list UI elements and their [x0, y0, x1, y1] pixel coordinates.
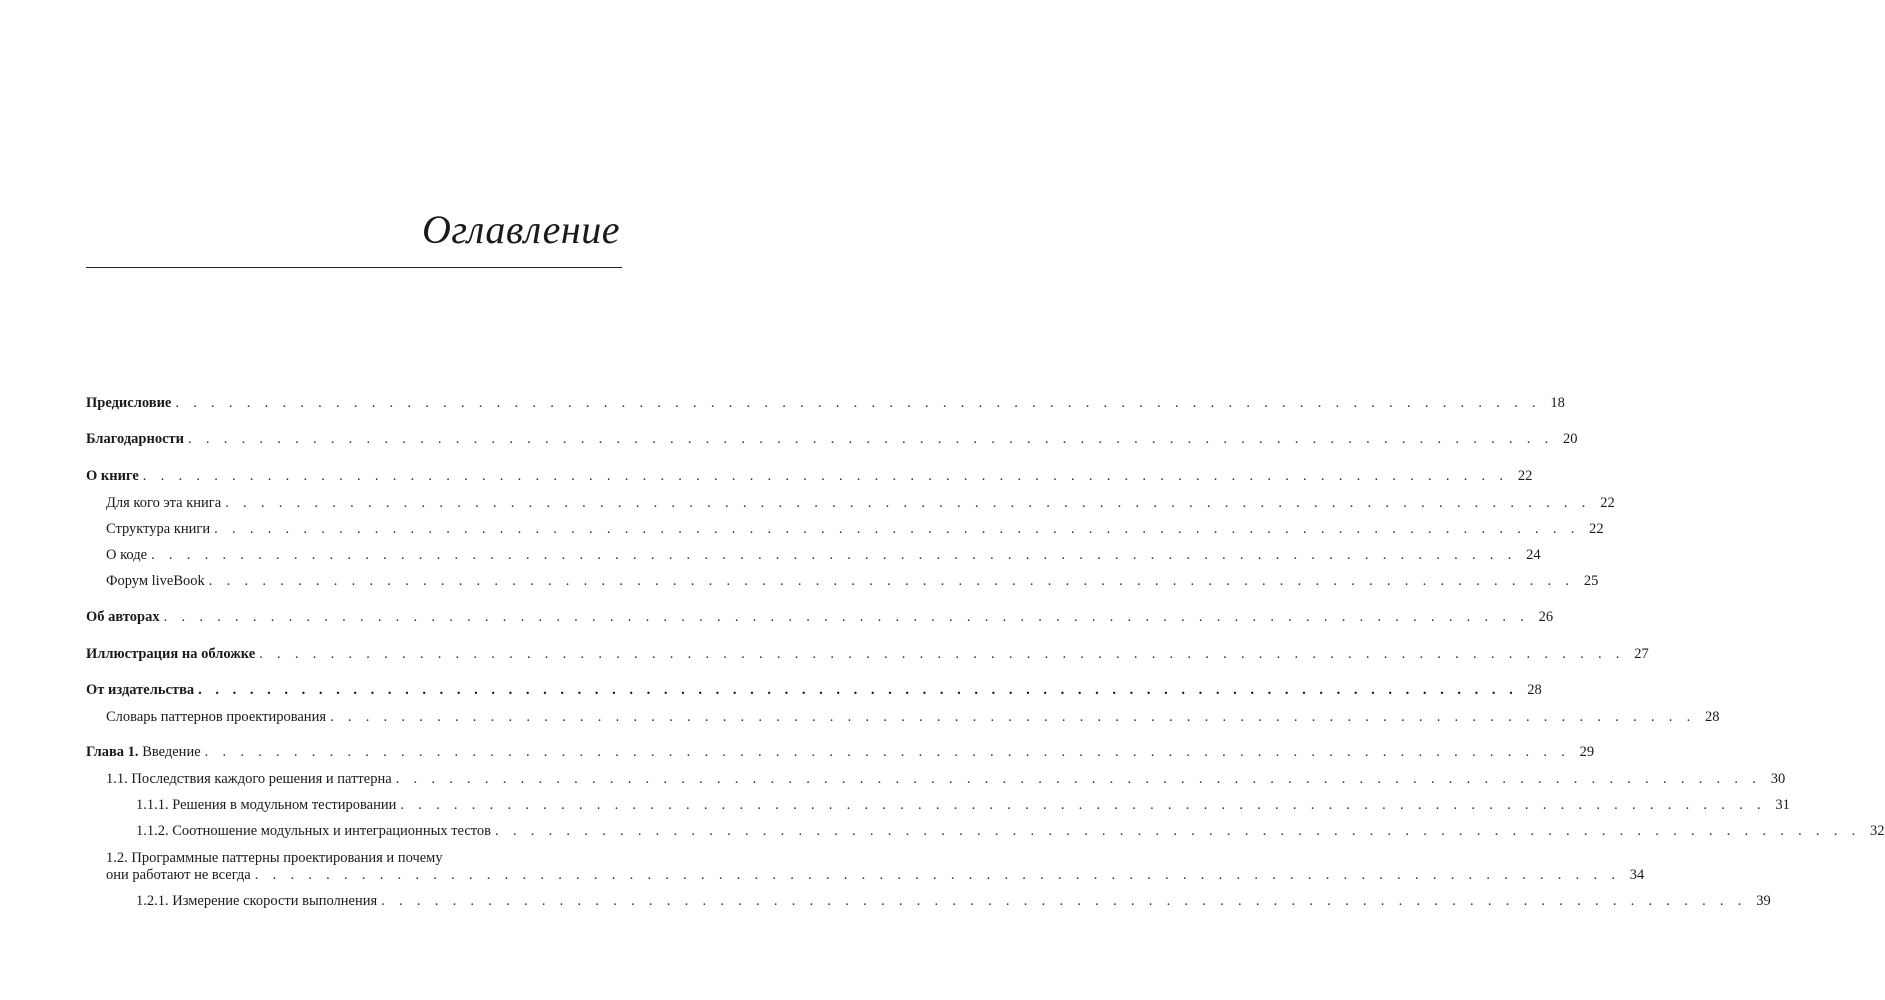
toc-entry-page: 27 [1634, 646, 1649, 662]
toc-entry[interactable] [86, 892, 1771, 910]
toc-entry-page: 18 [1550, 395, 1565, 411]
toc-entry-page: 25 [1583, 573, 1599, 589]
toc-leader: . . . . . . . . . . . . . . . . . . . . . . . . . . . . . . . . . . . . . . . . . . . . . . . . . . . . . . . . . . . . . . . . . . . . . . . . . . . . . [204, 744, 1571, 760]
chapter-title: Введение [138, 744, 201, 760]
toc-entry-chapter[interactable] [86, 743, 1595, 761]
toc-leader: . . . . . . . . . . . . . . . . . . . . . . . . . . . . . . . . . . . . . . . . . . . . . . . . . . . . . . . . . . . . . . . . . . . . . . . . . . . . . [225, 495, 1591, 511]
title-divider [86, 267, 622, 268]
toc-entry-page: 31 [1775, 797, 1790, 813]
toc-leader: . . . . . . . . . . . . . . . . . . . . . . . . . . . . . . . . . . . . . . . . . . . . . . . . . . . . . . . . . . . . . . . . . . . . . . . . . . . . . [198, 682, 1518, 698]
toc-entry-page: 20 [1563, 431, 1578, 447]
toc-entry[interactable] [86, 494, 1615, 512]
toc-entry-label-line1[interactable]: 1.2. Программные паттерны проектирования и почему [106, 850, 443, 866]
page-title: Оглавление [421, 207, 620, 252]
toc-entry-page: 22 [1600, 495, 1615, 511]
toc-entry-page: 39 [1756, 893, 1771, 909]
toc-entry-label: они работают не всегда [106, 867, 251, 883]
toc-entry-label: О книге [86, 468, 139, 484]
toc-leader: . . . . . . . . . . . . . . . . . . . . . . . . . . . . . . . . . . . . . . . . . . . . . . . . . . . . . . . . . . . . . . . . . . . . . . . . . . . . . [208, 573, 1575, 589]
toc-entry-label: Форум liveBook [106, 573, 205, 589]
toc-leader: . . . . . . . . . . . . . . . . . . . . . . . . . . . . . . . . . . . . . . . . . . . . . . . . . . . . . . . . . . . . . . . . . . . . . . . . . . . . . [151, 547, 1517, 563]
toc-entry[interactable] [86, 645, 1649, 663]
toc-entry-page: 34 [1629, 867, 1645, 883]
toc-entry[interactable] [86, 546, 1541, 564]
toc-entry[interactable] [86, 708, 1720, 726]
toc-leader: . . . . . . . . . . . . . . . . . . . . . . . . . . . . . . . . . . . . . . . . . . . . . . . . . . . . . . . . . . . . . . . . . . . . . . . . . . . . . [400, 797, 1766, 813]
toc-leader: . . . . . . . . . . . . . . . . . . . . . . . . . . . . . . . . . . . . . . . . . . . . . . . . . . . . . . . . . . . . . . . . . . . . . . . . . . . . . [495, 823, 1861, 839]
chapter-number: Глава 1. [86, 744, 139, 760]
toc-leader: . . . . . . . . . . . . . . . . . . . . . . . . . . . . . . . . . . . . . . . . . . . . . . . . . . . . . . . . . . . . . . . . . . . . . . . . . . . . . [330, 709, 1696, 725]
toc-entry-label: 1.2.1. Измерение скорости выполнения [136, 893, 378, 909]
toc-entry-page: 29 [1579, 744, 1595, 760]
toc-entry-label: 1.1. Последствия каждого решения и паттерна [106, 771, 392, 787]
toc-entry-label: Предисловие [86, 395, 172, 411]
toc-entry-label: 1.1.1. Решения в модульном тестировании [136, 797, 397, 813]
toc-entry-label: Для кого эта книга [106, 495, 222, 511]
toc-entry-label [86, 743, 201, 761]
toc-entry[interactable] [86, 608, 1554, 626]
toc-entry-page: 24 [1526, 547, 1541, 563]
toc-entry[interactable] [86, 572, 1599, 590]
toc-leader: . . . . . . . . . . . . . . . . . . . . . . . . . . . . . . . . . . . . . . . . . . . . . . . . . . . . . . . . . . . . . . . . . . . . . . . . . . . . . [175, 395, 1541, 411]
toc-entry-label: Иллюстрация на обложке [86, 646, 256, 662]
toc-entry-label: Структура книги [106, 521, 211, 537]
toc-entry-label: Словарь паттернов проектирования [106, 709, 326, 725]
toc-leader: . . . . . . . . . . . . . . . . . . . . . . . . . . . . . . . . . . . . . . . . . . . . . . . . . . . . . . . . . . . . . . . . . . . . . . . . . . . . . [188, 431, 1554, 447]
toc-leader: . . . . . . . . . . . . . . . . . . . . . . . . . . . . . . . . . . . . . . . . . . . . . . . . . . . . . . . . . . . . . . . . . . . . . . . . . . . . . [381, 893, 1747, 909]
toc-entry-page: 28 [1527, 682, 1542, 698]
toc-entry-page: 22 [1589, 521, 1604, 537]
toc-entry[interactable] [86, 681, 1542, 699]
toc-entry-label: 1.1.2. Соотношение модульных и интеграционных тестов [136, 823, 492, 839]
toc-entry-label: Благодарности [86, 431, 185, 447]
toc-entry-page: 26 [1538, 609, 1554, 625]
toc-entry-label: О коде [106, 547, 148, 563]
toc-entry-page: 22 [1517, 468, 1533, 484]
toc-entry-page: 28 [1705, 709, 1720, 725]
toc-entry[interactable] [86, 430, 1578, 448]
toc-entry[interactable] [86, 866, 1645, 884]
toc-leader: . . . . . . . . . . . . . . . . . . . . . . . . . . . . . . . . . . . . . . . . . . . . . . . . . . . . . . . . . . . . . . . . . . . . . . . . . . . . . [395, 771, 1762, 787]
toc-entry[interactable] [86, 822, 1885, 840]
toc-leader: . . . . . . . . . . . . . . . . . . . . . . . . . . . . . . . . . . . . . . . . . . . . . . . . . . . . . . . . . . . . . . . . . . . . . . . . . . . . . [142, 468, 1509, 484]
toc-entry[interactable] [86, 770, 1786, 788]
toc-entry-label: От издательства [86, 682, 195, 698]
toc-entry[interactable] [86, 394, 1565, 412]
toc-entry[interactable] [86, 796, 1790, 814]
toc-leader: . . . . . . . . . . . . . . . . . . . . . . . . . . . . . . . . . . . . . . . . . . . . . . . . . . . . . . . . . . . . . . . . . . . . . . . . . . . . . [163, 609, 1530, 625]
toc-leader: . . . . . . . . . . . . . . . . . . . . . . . . . . . . . . . . . . . . . . . . . . . . . . . . . . . . . . . . . . . . . . . . . . . . . . . . . . . . . [214, 521, 1580, 537]
toc-entry[interactable] [86, 520, 1604, 538]
toc-entry[interactable] [86, 467, 1533, 485]
toc-leader: . . . . . . . . . . . . . . . . . . . . . . . . . . . . . . . . . . . . . . . . . . . . . . . . . . . . . . . . . . . . . . . . . . . . . . . . . . . . . [259, 646, 1625, 662]
toc-leader: . . . . . . . . . . . . . . . . . . . . . . . . . . . . . . . . . . . . . . . . . . . . . . . . . . . . . . . . . . . . . . . . . . . . . . . . . . . . . [254, 867, 1621, 883]
toc-entry-page: 30 [1770, 771, 1786, 787]
toc-entry-page: 32 [1870, 823, 1885, 839]
toc-entry-label: Об авторах [86, 609, 160, 625]
